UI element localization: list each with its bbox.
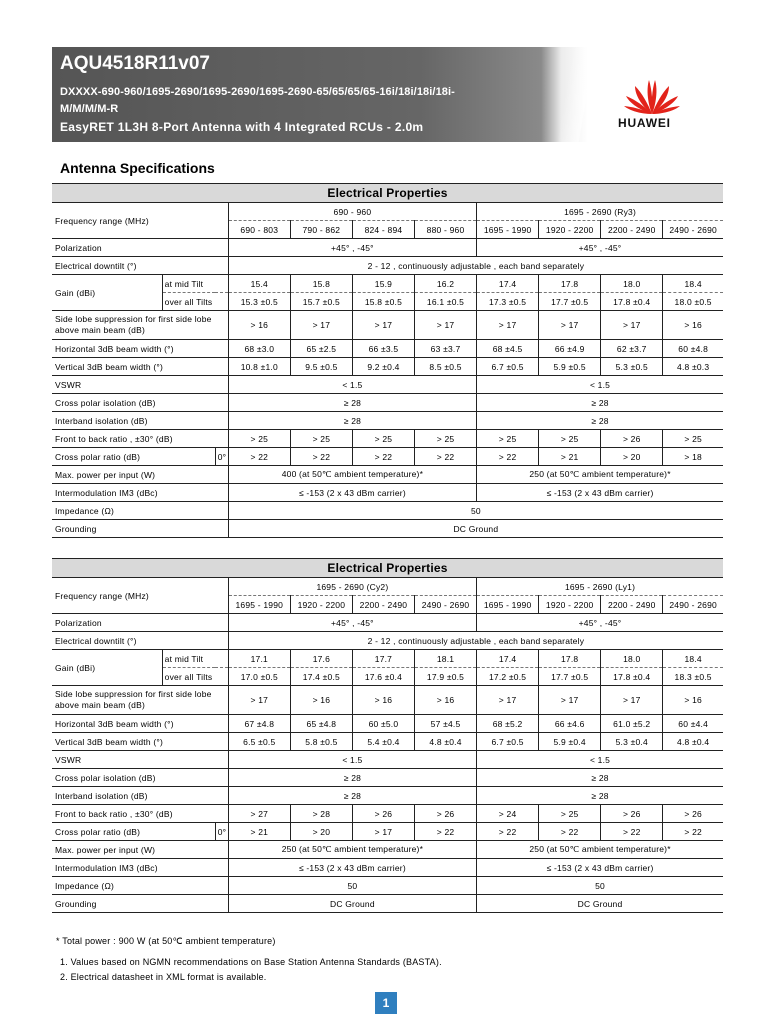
gain-all-value: 17.3 ±0.5 (477, 293, 539, 311)
hbw-value: 65 ±2.5 (290, 340, 352, 358)
model-code-line1: DXXXX-690-960/1695-2690/1695-2690/1695-2690-65/65/65/65-16i/18i/18i/18i- (60, 86, 455, 98)
xpr-angle: 0° (215, 823, 228, 841)
xpol-iso-label: Cross polar isolation (dB) (52, 769, 228, 787)
ftb-value: > 25 (414, 430, 476, 448)
vbw-value: 6.7 ±0.5 (477, 358, 539, 376)
grounding-value: DC Ground (228, 520, 723, 538)
ftb-label: Front to back ratio , ±30° (dB) (52, 430, 228, 448)
gain-mid-value: 18.0 (601, 650, 663, 668)
gain-mid-value: 15.4 (228, 275, 290, 293)
interband-value: ≥ 28 (228, 412, 476, 430)
xpr-value: > 22 (477, 823, 539, 841)
gain-mid-value: 17.4 (477, 275, 539, 293)
page-number: 1 (375, 992, 397, 1014)
impedance-label: Impedance (Ω) (52, 877, 228, 895)
sub-band: 2490 - 2690 (663, 221, 723, 239)
sub-band: 2200 - 2490 (601, 596, 663, 614)
hbw-value: 68 ±5.2 (477, 715, 539, 733)
table2-title: Electrical Properties (52, 559, 723, 578)
downtilt-value: 2 - 12 , continuously adjustable , each band separately (228, 257, 723, 275)
power-value: 400 (at 50℃ ambient temperature)* (228, 466, 476, 484)
vbw-value: 9.5 ±0.5 (290, 358, 352, 376)
vswr-value: < 1.5 (228, 376, 476, 394)
gain-mid-value: 17.6 (290, 650, 352, 668)
gain-mid-value: 18.0 (601, 275, 663, 293)
ftb-value: > 26 (352, 805, 414, 823)
gain-mid-value: 16.2 (414, 275, 476, 293)
spec-table-2 (52, 558, 723, 913)
gain-all-value: 17.0 ±0.5 (228, 668, 290, 686)
gain-all-value: 17.9 ±0.5 (414, 668, 476, 686)
ftb-value: > 25 (539, 805, 601, 823)
grounding-label: Grounding (52, 895, 228, 913)
interband-label: Interband isolation (dB) (52, 787, 228, 805)
vbw-value: 5.3 ±0.4 (601, 733, 663, 751)
xpr-value: > 22 (228, 448, 290, 466)
vbw-value: 9.2 ±0.4 (352, 358, 414, 376)
footnote-1: 1. Values based on NGMN recommendations on Base Station Antenna Standards (BASTA). (60, 957, 442, 967)
model-code (60, 84, 540, 118)
xpr-label: Cross polar ratio (dB) (52, 823, 215, 841)
sidelobe-value: > 16 (352, 686, 414, 715)
hbw-value: 67 ±4.8 (228, 715, 290, 733)
hbw-value: 66 ±3.5 (352, 340, 414, 358)
downtilt-label: Electrical downtilt (°) (52, 632, 228, 650)
hbw-value: 60 ±4.8 (663, 340, 723, 358)
xpr-value: > 22 (601, 823, 663, 841)
interband-value: ≥ 28 (477, 412, 723, 430)
hbw-value: 65 ±4.8 (290, 715, 352, 733)
footnote-2: 2. Electrical datasheet in XML format is available. (60, 972, 267, 982)
downtilt-label: Electrical downtilt (°) (52, 257, 228, 275)
interband-label: Interband isolation (dB) (52, 412, 228, 430)
ftb-value: > 26 (601, 805, 663, 823)
sidelobe-value: > 17 (414, 311, 476, 340)
xpol-iso-value: ≥ 28 (228, 769, 476, 787)
impedance-value: 50 (477, 877, 723, 895)
im3-label: Intermodulation IM3 (dBc) (52, 859, 228, 877)
sub-band: 824 - 894 (352, 221, 414, 239)
ftb-value: > 27 (228, 805, 290, 823)
gain-all-value: 18.0 ±0.5 (663, 293, 723, 311)
hbw-value: 63 ±3.7 (414, 340, 476, 358)
ftb-value: > 25 (352, 430, 414, 448)
ftb-value: > 25 (663, 430, 723, 448)
footnotes (56, 936, 442, 987)
hbw-value: 60 ±5.0 (352, 715, 414, 733)
ftb-value: > 25 (477, 430, 539, 448)
ftb-value: > 25 (539, 430, 601, 448)
gain-all-value: 15.3 ±0.5 (228, 293, 290, 311)
hbw-value: 66 ±4.6 (539, 715, 601, 733)
power-label: Max. power per input (W) (52, 841, 228, 859)
gain-mid-value: 18.1 (414, 650, 476, 668)
polarization-value: +45° , -45° (477, 239, 723, 257)
hbw-value: 57 ±4.5 (414, 715, 476, 733)
gain-mid-value: 17.8 (539, 275, 601, 293)
sidelobe-value: > 16 (290, 686, 352, 715)
im3-value: ≤ -153 (2 x 43 dBm carrier) (477, 859, 723, 877)
impedance-value: 50 (228, 502, 723, 520)
interband-value: ≥ 28 (477, 787, 723, 805)
gain-all-value: 17.7 ±0.5 (539, 293, 601, 311)
ftb-value: > 25 (290, 430, 352, 448)
vbw-value: 10.8 ±1.0 (228, 358, 290, 376)
sidelobe-value: > 17 (477, 311, 539, 340)
vbw-label: Vertical 3dB beam width (°) (52, 733, 228, 751)
gain-all-label: over all Tilts (162, 668, 228, 686)
xpr-value: > 20 (290, 823, 352, 841)
sub-band: 2490 - 2690 (663, 596, 723, 614)
hbw-value: 61.0 ±5.2 (601, 715, 663, 733)
xpol-iso-value: ≥ 28 (477, 769, 723, 787)
sidelobe-label: Side lobe suppression for first side lobe above main beam (dB) (52, 311, 228, 340)
band-b-header: 1695 - 2690 (Ly1) (477, 578, 723, 596)
sidelobe-value: > 17 (228, 686, 290, 715)
gain-mid-label: at mid Tilt (162, 650, 228, 668)
vbw-label: Vertical 3dB beam width (°) (52, 358, 228, 376)
im3-value: ≤ -153 (2 x 43 dBm carrier) (228, 484, 476, 502)
xpol-iso-value: ≥ 28 (228, 394, 476, 412)
hbw-label: Horizontal 3dB beam width (°) (52, 340, 228, 358)
brand-logo-text: HUAWEI (618, 116, 671, 130)
xpr-value: > 22 (663, 823, 723, 841)
gain-all-value: 17.8 ±0.4 (601, 293, 663, 311)
xpol-iso-label: Cross polar isolation (dB) (52, 394, 228, 412)
vswr-value: < 1.5 (228, 751, 476, 769)
hbw-value: 60 ±4.4 (663, 715, 723, 733)
sidelobe-value: > 16 (663, 686, 723, 715)
table1-title: Electrical Properties (52, 184, 723, 203)
gain-mid-value: 15.9 (352, 275, 414, 293)
freq-label: Frequency range (MHz) (52, 578, 228, 614)
vbw-value: 4.8 ±0.4 (414, 733, 476, 751)
freq-label: Frequency range (MHz) (52, 203, 228, 239)
gain-all-value: 15.7 ±0.5 (290, 293, 352, 311)
sidelobe-value: > 16 (228, 311, 290, 340)
grounding-value: DC Ground (477, 895, 723, 913)
sub-band: 2200 - 2490 (352, 596, 414, 614)
xpr-value: > 22 (477, 448, 539, 466)
sub-band: 1695 - 1990 (477, 221, 539, 239)
gain-all-value: 16.1 ±0.5 (414, 293, 476, 311)
xpr-value: > 21 (539, 448, 601, 466)
grounding-value: DC Ground (228, 895, 476, 913)
xpr-label: Cross polar ratio (dB) (52, 448, 215, 466)
power-value: 250 (at 50℃ ambient temperature)* (228, 841, 476, 859)
ftb-value: > 26 (414, 805, 476, 823)
xpr-value: > 22 (414, 448, 476, 466)
vswr-value: < 1.5 (477, 376, 723, 394)
vbw-value: 5.9 ±0.4 (539, 733, 601, 751)
gain-mid-value: 18.4 (663, 275, 723, 293)
xpr-value: > 18 (663, 448, 723, 466)
sidelobe-value: > 17 (477, 686, 539, 715)
gain-all-value: 17.2 ±0.5 (477, 668, 539, 686)
band-b-header: 1695 - 2690 (Ry3) (477, 203, 723, 221)
ftb-value: > 28 (290, 805, 352, 823)
hbw-value: 62 ±3.7 (601, 340, 663, 358)
ftb-value: > 26 (601, 430, 663, 448)
gain-all-value: 15.8 ±0.5 (352, 293, 414, 311)
gain-mid-value: 17.8 (539, 650, 601, 668)
vbw-value: 4.8 ±0.4 (663, 733, 723, 751)
xpol-iso-value: ≥ 28 (477, 394, 723, 412)
impedance-label: Impedance (Ω) (52, 502, 228, 520)
xpr-value: > 22 (290, 448, 352, 466)
sub-band: 1920 - 2200 (539, 221, 601, 239)
power-value: 250 (at 50℃ ambient temperature)* (477, 841, 723, 859)
sub-band: 1695 - 1990 (477, 596, 539, 614)
vbw-value: 4.8 ±0.3 (663, 358, 723, 376)
downtilt-value: 2 - 12 , continuously adjustable , each band separately (228, 632, 723, 650)
sub-band: 790 - 862 (290, 221, 352, 239)
hbw-value: 68 ±3.0 (228, 340, 290, 358)
vswr-label: VSWR (52, 751, 228, 769)
polarization-label: Polarization (52, 239, 228, 257)
sidelobe-value: > 16 (414, 686, 476, 715)
sub-band: 1920 - 2200 (290, 596, 352, 614)
vbw-value: 8.5 ±0.5 (414, 358, 476, 376)
polarization-value: +45° , -45° (228, 614, 476, 632)
grounding-label: Grounding (52, 520, 228, 538)
xpr-angle: 0° (215, 448, 228, 466)
sub-band: 880 - 960 (414, 221, 476, 239)
gain-mid-value: 17.4 (477, 650, 539, 668)
gain-mid-value: 18.4 (663, 650, 723, 668)
vswr-label: VSWR (52, 376, 228, 394)
footnote-total-power: * Total power : 900 W (at 50℃ ambient temperature) (56, 936, 276, 946)
gain-all-value: 17.8 ±0.4 (601, 668, 663, 686)
im3-label: Intermodulation IM3 (dBc) (52, 484, 228, 502)
im3-value: ≤ -153 (2 x 43 dBm carrier) (477, 484, 723, 502)
vbw-value: 5.4 ±0.4 (352, 733, 414, 751)
sidelobe-value: > 17 (601, 686, 663, 715)
sidelobe-value: > 17 (539, 686, 601, 715)
sub-band: 2200 - 2490 (601, 221, 663, 239)
gain-label: Gain (dBi) (52, 650, 162, 686)
sub-band: 690 - 803 (228, 221, 290, 239)
sidelobe-value: > 17 (352, 311, 414, 340)
section-title: Antenna Specifications (60, 160, 215, 176)
im3-value: ≤ -153 (2 x 43 dBm carrier) (228, 859, 476, 877)
polarization-value: +45° , -45° (228, 239, 476, 257)
gain-mid-value: 17.1 (228, 650, 290, 668)
sub-band: 1695 - 1990 (228, 596, 290, 614)
gain-mid-label: at mid Tilt (162, 275, 228, 293)
power-value: 250 (at 50℃ ambient temperature)* (477, 466, 723, 484)
sub-band: 1920 - 2200 (539, 596, 601, 614)
sidelobe-value: > 17 (539, 311, 601, 340)
xpr-value: > 22 (539, 823, 601, 841)
hbw-value: 66 ±4.9 (539, 340, 601, 358)
impedance-value: 50 (228, 877, 476, 895)
vbw-value: 6.5 ±0.5 (228, 733, 290, 751)
vbw-value: 5.9 ±0.5 (539, 358, 601, 376)
gain-all-value: 17.7 ±0.5 (539, 668, 601, 686)
sidelobe-label: Side lobe suppression for first side lobe above main beam (dB) (52, 686, 228, 715)
hbw-value: 68 ±4.5 (477, 340, 539, 358)
vbw-value: 6.7 ±0.5 (477, 733, 539, 751)
xpr-value: > 22 (414, 823, 476, 841)
xpr-value: > 22 (352, 448, 414, 466)
sidelobe-value: > 17 (601, 311, 663, 340)
gain-all-value: 17.6 ±0.4 (352, 668, 414, 686)
model-code-line2: M/M/M/M-R (60, 103, 119, 115)
gain-mid-value: 17.7 (352, 650, 414, 668)
vbw-value: 5.3 ±0.5 (601, 358, 663, 376)
spec-table-1 (52, 183, 723, 538)
interband-value: ≥ 28 (228, 787, 476, 805)
sidelobe-value: > 17 (290, 311, 352, 340)
gain-all-label: over all Tilts (162, 293, 228, 311)
product-description: EasyRET 1L3H 8-Port Antenna with 4 Integrated RCUs - 2.0m (60, 120, 424, 134)
gain-mid-value: 15.8 (290, 275, 352, 293)
vswr-value: < 1.5 (477, 751, 723, 769)
gain-all-value: 18.3 ±0.5 (663, 668, 723, 686)
sidelobe-value: > 16 (663, 311, 723, 340)
xpr-value: > 17 (352, 823, 414, 841)
ftb-value: > 25 (228, 430, 290, 448)
power-label: Max. power per input (W) (52, 466, 228, 484)
vbw-value: 5.8 ±0.5 (290, 733, 352, 751)
polarization-value: +45° , -45° (477, 614, 723, 632)
ftb-label: Front to back ratio , ±30° (dB) (52, 805, 228, 823)
gain-label: Gain (dBi) (52, 275, 162, 311)
band-a-header: 690 - 960 (228, 203, 476, 221)
xpr-value: > 20 (601, 448, 663, 466)
ftb-value: > 24 (477, 805, 539, 823)
polarization-label: Polarization (52, 614, 228, 632)
sub-band: 2490 - 2690 (414, 596, 476, 614)
xpr-value: > 21 (228, 823, 290, 841)
ftb-value: > 26 (663, 805, 723, 823)
document-title: AQU4518R11v07 (60, 53, 210, 74)
hbw-label: Horizontal 3dB beam width (°) (52, 715, 228, 733)
gain-all-value: 17.4 ±0.5 (290, 668, 352, 686)
band-a-header: 1695 - 2690 (Cy2) (228, 578, 476, 596)
